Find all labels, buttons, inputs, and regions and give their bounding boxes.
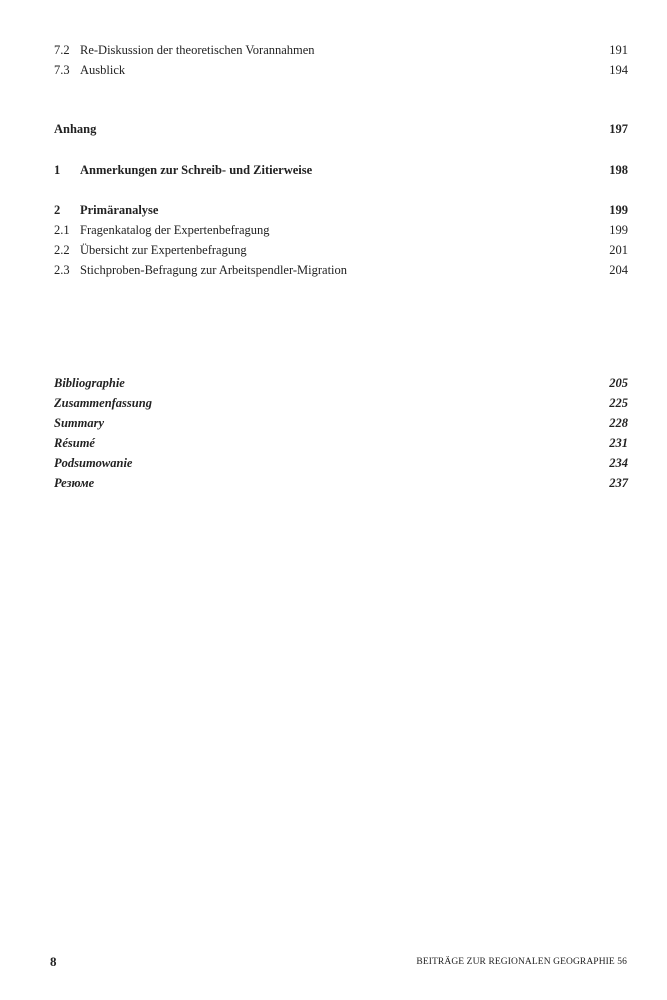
toc-page-number: 191 <box>609 43 628 57</box>
toc-entry-zusammenfassung <box>54 396 628 414</box>
toc-title: Stichproben-Befragung zur Arbeitspendler-Migration <box>80 263 348 277</box>
toc-number: 2.3 <box>54 263 70 277</box>
toc-title: Fragenkatalog der Expertenbefragung <box>80 223 270 237</box>
toc-number: 7.2 <box>54 43 70 57</box>
toc-title: Anhang <box>54 122 97 136</box>
toc-title: Résumé <box>54 436 95 450</box>
toc-entry-resume <box>54 436 628 454</box>
toc-title: Ausblick <box>80 63 126 77</box>
toc-title: Bibliographie <box>54 376 125 390</box>
toc-page-number: 204 <box>609 263 628 277</box>
toc-title: Re-Diskussion der theoretischen Vorannahmen <box>80 43 315 57</box>
toc-title: Podsumowanie <box>54 456 133 470</box>
toc-page-number: 194 <box>609 63 628 77</box>
toc-entry-2-3 <box>54 263 628 281</box>
toc-entry-7-3 <box>54 63 628 81</box>
toc-page-number: 225 <box>609 396 628 410</box>
toc-page-number: 197 <box>609 122 628 136</box>
toc-title: Primäranalyse <box>80 203 159 217</box>
toc-title: Übersicht zur Expertenbefragung <box>80 243 247 257</box>
toc-page-number: 199 <box>609 223 628 237</box>
toc-page-number: 228 <box>609 416 628 430</box>
toc-title: Резюме <box>54 476 95 490</box>
toc-entry-2 <box>54 203 628 221</box>
toc-page-number: 231 <box>609 436 628 450</box>
footer-page-number: 8 <box>50 954 57 969</box>
toc-page-number: 201 <box>609 243 628 257</box>
toc-page-number: 199 <box>609 203 628 217</box>
toc-number: 7.3 <box>54 63 70 77</box>
toc-entry-podsumowanie <box>54 456 628 474</box>
toc-number: 2 <box>54 203 61 217</box>
toc-entry-7-2 <box>54 43 628 61</box>
toc-page-number: 237 <box>609 476 628 490</box>
toc-page-number: 205 <box>609 376 628 390</box>
toc-page-number: 198 <box>609 163 628 177</box>
toc-entry-summary <box>54 416 628 434</box>
toc-entry-rezyume <box>54 476 628 494</box>
toc-entry-2-1 <box>54 223 628 241</box>
toc-page-number: 234 <box>609 456 628 470</box>
toc-entry-2-2 <box>54 243 628 261</box>
toc-number: 2.1 <box>54 223 70 237</box>
toc-entry-anhang <box>54 122 628 140</box>
toc-number: 2.2 <box>54 243 70 257</box>
footer-series-title: BEITRÄGE ZUR REGIONALEN GEOGRAPHIE 56 <box>416 957 627 967</box>
toc-title: Summary <box>54 416 105 430</box>
toc-entry-bibliographie <box>54 376 628 394</box>
toc-title: Zusammenfassung <box>54 396 152 410</box>
toc-title: Anmerkungen zur Schreib- und Zitierweise <box>80 163 313 177</box>
toc-number: 1 <box>54 163 61 177</box>
toc-entry-1 <box>54 163 628 181</box>
